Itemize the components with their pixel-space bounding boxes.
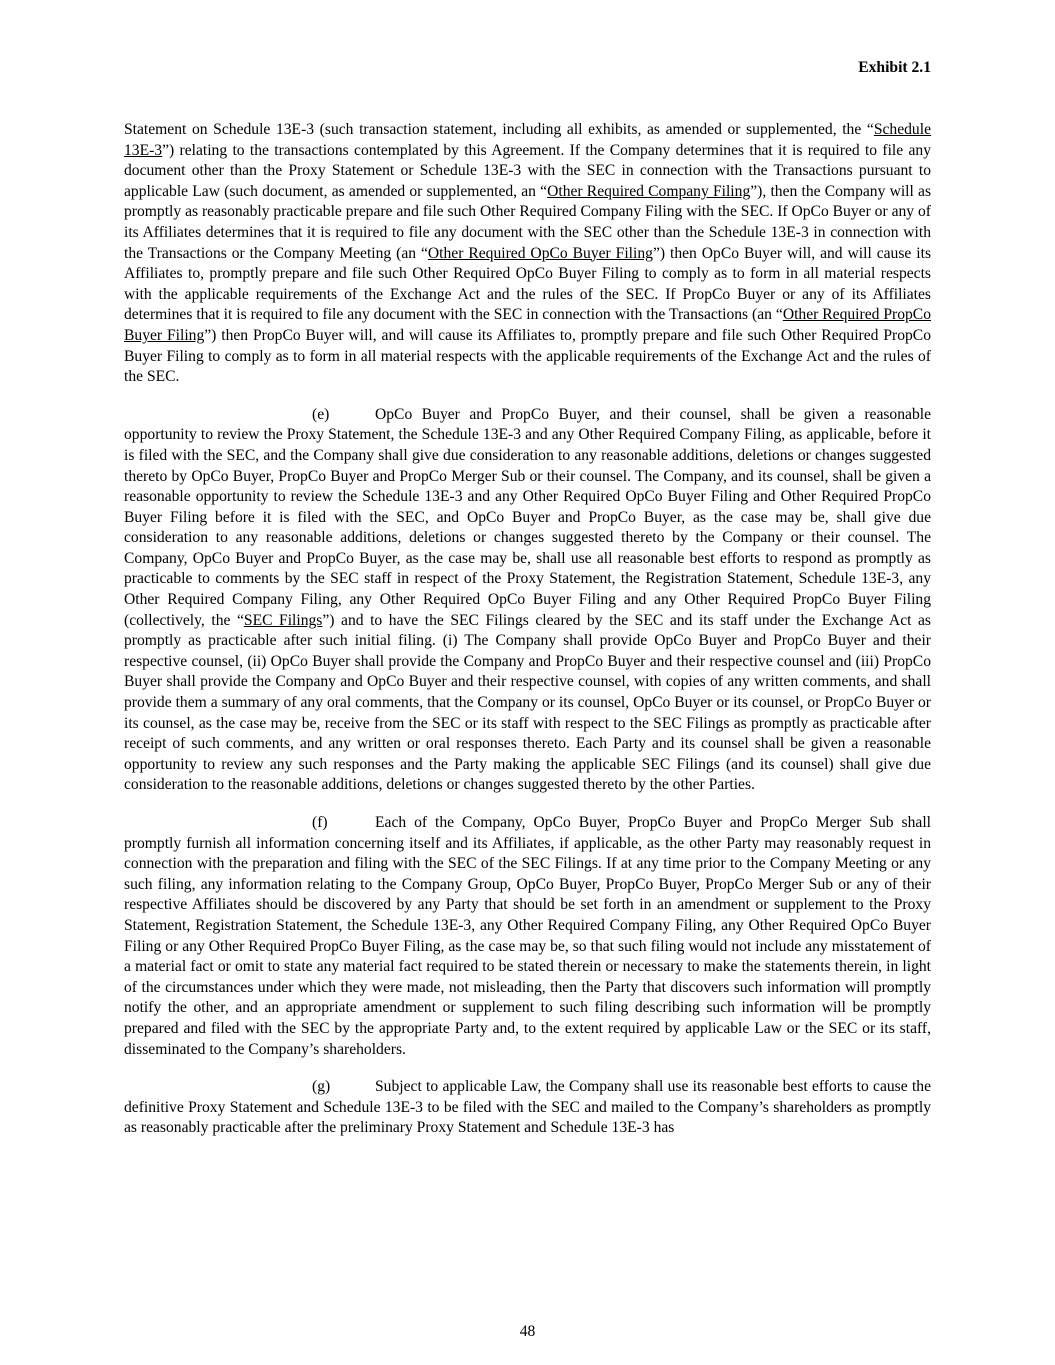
defined-term-schedule-13e3: Schedule 13E-3: [124, 121, 931, 159]
paragraph-e: [124, 405, 931, 796]
text-run: OpCo Buyer and PropCo Buyer, and their counsel, shall be given a reasonable opportunity to review the Proxy Statement, the Schedule 13E-3 and any Other Required Company Filing, as applicable, before it is filed with the SEC, and the Company shall give due consideration to any reasonable additions, deletions or changes suggested thereto by OpCo Buyer, PropCo Buyer and PropCo Merger Sub or their counsel. The Company, and its counsel, shall be given a reasonable opportunity to review the Schedule 13E-3 and any Other Required OpCo Buyer Filing and Other Required PropCo Buyer Filing before it is filed with the SEC, and OpCo Buyer and PropCo Buyer, as the case may be, shall give due consideration to any reasonable additions, deletions or changes suggested thereto by the Company or their counsel. The Company, OpCo Buyer and PropCo Buyer, as the case may be, shall use all reasonable best efforts to respond as promptly as practicable to comments by the SEC staff in respect of the Proxy Statement, the Registration Statement, Schedule 13E-3, any Other Required Company Filing, any Other Required OpCo Buyer Filing and any Other Required PropCo Buyer Filing (collectively, the “: [124, 405, 931, 629]
defined-term-other-required-company-filing: Other Required Company Filing: [547, 182, 751, 200]
paragraph-label: (g): [312, 1078, 331, 1096]
text-run: ”) and to have the SEC Filings cleared by the SEC and its staff under the Exchange Act as promptly as practicable after such initial filing. (i) The Company shall provide OpCo Buyer and PropCo Buyer and their respective counsel, (ii) OpCo Buyer shall provide the Company and PropCo Buyer and their respective counsel and (iii) PropCo Buyer shall provide the Company and OpCo Buyer and their respective counsel, with copies of any written comments, and shall provide them a summary of any oral comments, that the Company or its counsel, OpCo Buyer or its counsel, or PropCo Buyer or its counsel, as the case may be, receive from the SEC or its staff with respect to the SEC Filings as promptly as practicable after receipt of such comments, and any written or oral responses thereto. Each Party and its counsel shall be given a reasonable opportunity to review any such responses and the Party making the applicable SEC Filings (and its counsel) shall give due consideration to the reasonable additions, deletions or changes suggested thereto by the other Parties.: [124, 611, 931, 794]
paragraph-label: (f): [312, 814, 328, 831]
defined-term-other-required-propco-buyer-filing: Other Required PropCo Buyer Filing: [124, 306, 932, 344]
paragraph-label: (e): [312, 405, 330, 423]
page-number: 48: [519, 1323, 536, 1340]
text-run: Each of the Company, OpCo Buyer, PropCo Buyer and PropCo Merger Sub shall promptly furnish all information concerning itself and its Affiliates, if applicable, as the other Party may reasonably request in connection with the preparation and filing with the SEC of the SEC Filings. If at any time prior to the Company Meeting or any such filing, any information relating to the Company Group, OpCo Buyer, PropCo Buyer, PropCo Merger Sub or any of their respective Affiliates should be discovered by any Party that should be set forth in an amendment or supplement to the Proxy Statement, Registration Statement, the Schedule 13E-3, any Other Required Company Filing, any Other Required OpCo Buyer Filing or any Other Required PropCo Buyer Filing, as the case may be, so that such filing would not include any misstatement of a material fact or omit to state any material fact required to be stated therein or necessary to make the statements therein, in light of the circumstances under which they were made, not misleading, then the Party that discovers such information will promptly notify the other, and an appropriate amendment or supplement to such filing describing such information will be promptly prepared and filed with the SEC by the appropriate Party and, to the extent required by applicable Law or the SEC or its staff, disseminated to the Company’s shareholders.: [124, 814, 931, 1058]
text-run: ”) then OpCo Buyer will, and will cause its Affiliates to, promptly prepare and file such Other Required OpCo Buyer Filing to comply as to form in all material respects with the applicable requirements of the Exchange Act and the rules of the SEC. If PropCo Buyer or any of its Affiliates determines that it is required to file any document with the SEC in connection with the Transactions (an “: [124, 244, 932, 324]
text-run: ”) relating to the transactions contemplated by this Agreement. If the Company determines that it is required to file any document other than the Proxy Statement or Schedule 13E-3 with the SEC in connection with the Transactions pursuant to applicable Law (such document, as amended or supplemented, an “: [124, 141, 931, 200]
document-body: [124, 120, 931, 1156]
text-run: ”) then PropCo Buyer will, and will cause its Affiliates to, promptly prepare and file such Other Required PropCo Buyer Filing to comply as to form in all material respects with the applicable requirements of the Exchange Act and the rules of the SEC.: [124, 326, 931, 386]
paragraph-g: [124, 1077, 931, 1139]
text-run: Subject to applicable Law, the Company shall use its reasonable best efforts to cause the definitive Proxy Statement and Schedule 13E-3 to be filed with the SEC and mailed to the Company’s shareholders as promptly as reasonably practicable after the preliminary Proxy Statement and Schedule 13E-3 has: [124, 1078, 931, 1137]
paragraph-continuation: [124, 120, 931, 388]
paragraph-f: [124, 813, 931, 1060]
text-run: Statement on Schedule 13E-3 (such transaction statement, including all exhibits, as amended or supplemented, the “: [124, 121, 874, 138]
text-run: ”), then the Company will as promptly as reasonably practicable prepare and file such Other Required Company Filing with the SEC. If OpCo Buyer or any of its Affiliates determines that it is required to file any document with the SEC other than the Schedule 13E-3 in connection with the Transactions or the Company Meeting (an “: [124, 182, 932, 262]
defined-term-sec-filings: SEC Filings: [243, 611, 323, 629]
defined-term-other-required-opco-buyer-filing: Other Required OpCo Buyer Filing: [427, 244, 653, 262]
exhibit-label: Exhibit 2.1: [858, 59, 931, 76]
